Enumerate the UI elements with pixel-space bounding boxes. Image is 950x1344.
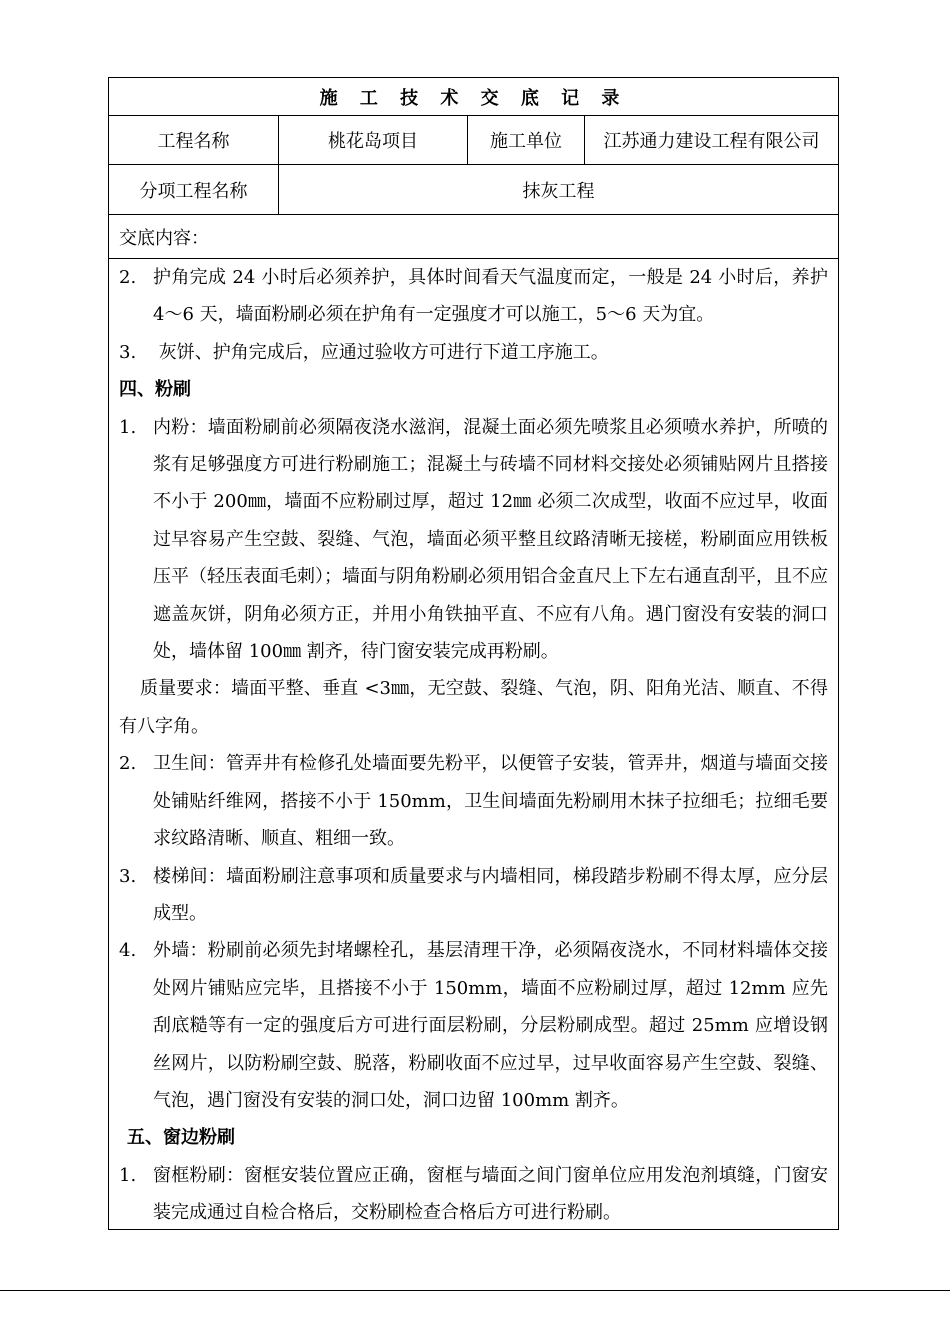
project-name-label: 工程名称 [109,116,279,164]
content-label: 交底内容： [109,215,838,259]
sub-project-row [109,165,838,215]
item-text: 卫生间：管弄井有检修孔处墙面要先粉平，以便管子安装，管弄井，烟道与墙面交接处铺贴纤维网，搭接不小于 150mm，卫生间墙面先粉刷用木抹子拉细毛；拉细毛要求纹路清晰、顺直、粗细一致。 [153,753,828,850]
item-number: 3. [119,341,137,363]
page-title: 施 工 技 术 交 底 记 录 [109,78,838,116]
item-text: 护角完成 24 小时后必须养护，具体时间看天气温度而定，一般是 24 小时后，养护 4～6 天，墙面粉刷必须在护角有一定强度才可以施工，5～6 天为宜。 [153,267,828,326]
item-text: 楼梯间：墙面粉刷注意事项和质量要求与内墙相同，梯段踏步粉刷不得太厚，应分层成型。 [153,865,828,924]
item-number: 2. [119,267,137,288]
section-heading: 四、粉刷 [119,379,191,401]
quality-requirement: 质量要求：墙面平整、垂直 <3㎜，无空鼓、裂缝、气泡，阴、阳角光洁、顺直、不得有八字角。 [119,678,828,737]
section-heading: 五、窗边粉刷 [127,1127,235,1149]
sub-project-label: 分项工程名称 [109,165,279,214]
page-bottom-rule [0,1290,950,1291]
sub-project-value: 抹灰工程 [522,180,595,202]
list-item [119,932,828,1119]
list-item [119,334,828,371]
list-item [119,858,828,933]
item-number: 1. [119,1164,137,1186]
list-item [119,409,828,671]
project-row [109,116,838,165]
disclosure-record-table [108,77,839,1230]
item-text: 灰饼、护角完成后，应通过验收方可进行下道工序施工。 [153,341,609,363]
project-name-value: 桃花岛项目 [279,116,468,164]
item-text: 窗框粉刷：窗框安装位置应正确，窗框与墙面之间门窗单位应用发泡剂填缝，门窗安装完成通过自检合格后，交粉刷检查合格后方可进行粉刷。 [153,1164,828,1224]
content-body [109,259,838,1232]
contractor-label: 施工单位 [468,116,585,164]
list-item [119,1157,828,1232]
item-number: 1. [119,416,137,438]
item-text: 内粉：墙面粉刷前必须隔夜浇水滋润，混凝土面必须先喷浆且必须喷水养护，所喷的浆有足够强度方可进行粉刷施工；混凝土与砖墙不同材料交接处必须铺贴网片且搭接不小于 200㎜，墙面不应粉刷过厚，超过 12㎜ 必须二次成型，收面不应过早，收面过早容易产生空鼓、裂缝、气泡，墙面必须平整且纹路清晰无接槎，粉刷面应用铁板压平（轻压表面毛刺）；墙面与阴角粉刷必须用铝合金直尺上下左右通直刮平，且不应遮盖灰饼，阴角必须方正，并用小角铁抽平直、不应有八角。遇门窗没有安装的洞口处，墙体留 100㎜ 割齐，待门窗安装完成再粉刷。 [153,416,828,663]
item-number: 4. [119,940,137,962]
contractor-value: 江苏通力建设工程有限公司 [603,131,820,152]
list-item [119,259,828,334]
item-number: 2. [119,753,137,775]
list-item [119,745,828,857]
item-text: 外墙：粉刷前必须先封堵螺栓孔，基层清理干净，必须隔夜浇水，不同材料墙体交接处网片铺贴应完毕，且搭接不小于 150mm，墙面不应粉刷过厚，超过 12mm 应先刮底糙等有一定的强度后方可进行面层粉刷，分层粉刷成型。超过 25mm 应增设钢丝网片，以防粉刷空鼓、脱落，粉刷收面不应过早，过早收面容易产生空鼓、裂缝、气泡，遇门窗没有安装的洞口处，洞口边留 100mm 割齐。 [153,940,828,1111]
item-number: 3. [119,865,137,887]
